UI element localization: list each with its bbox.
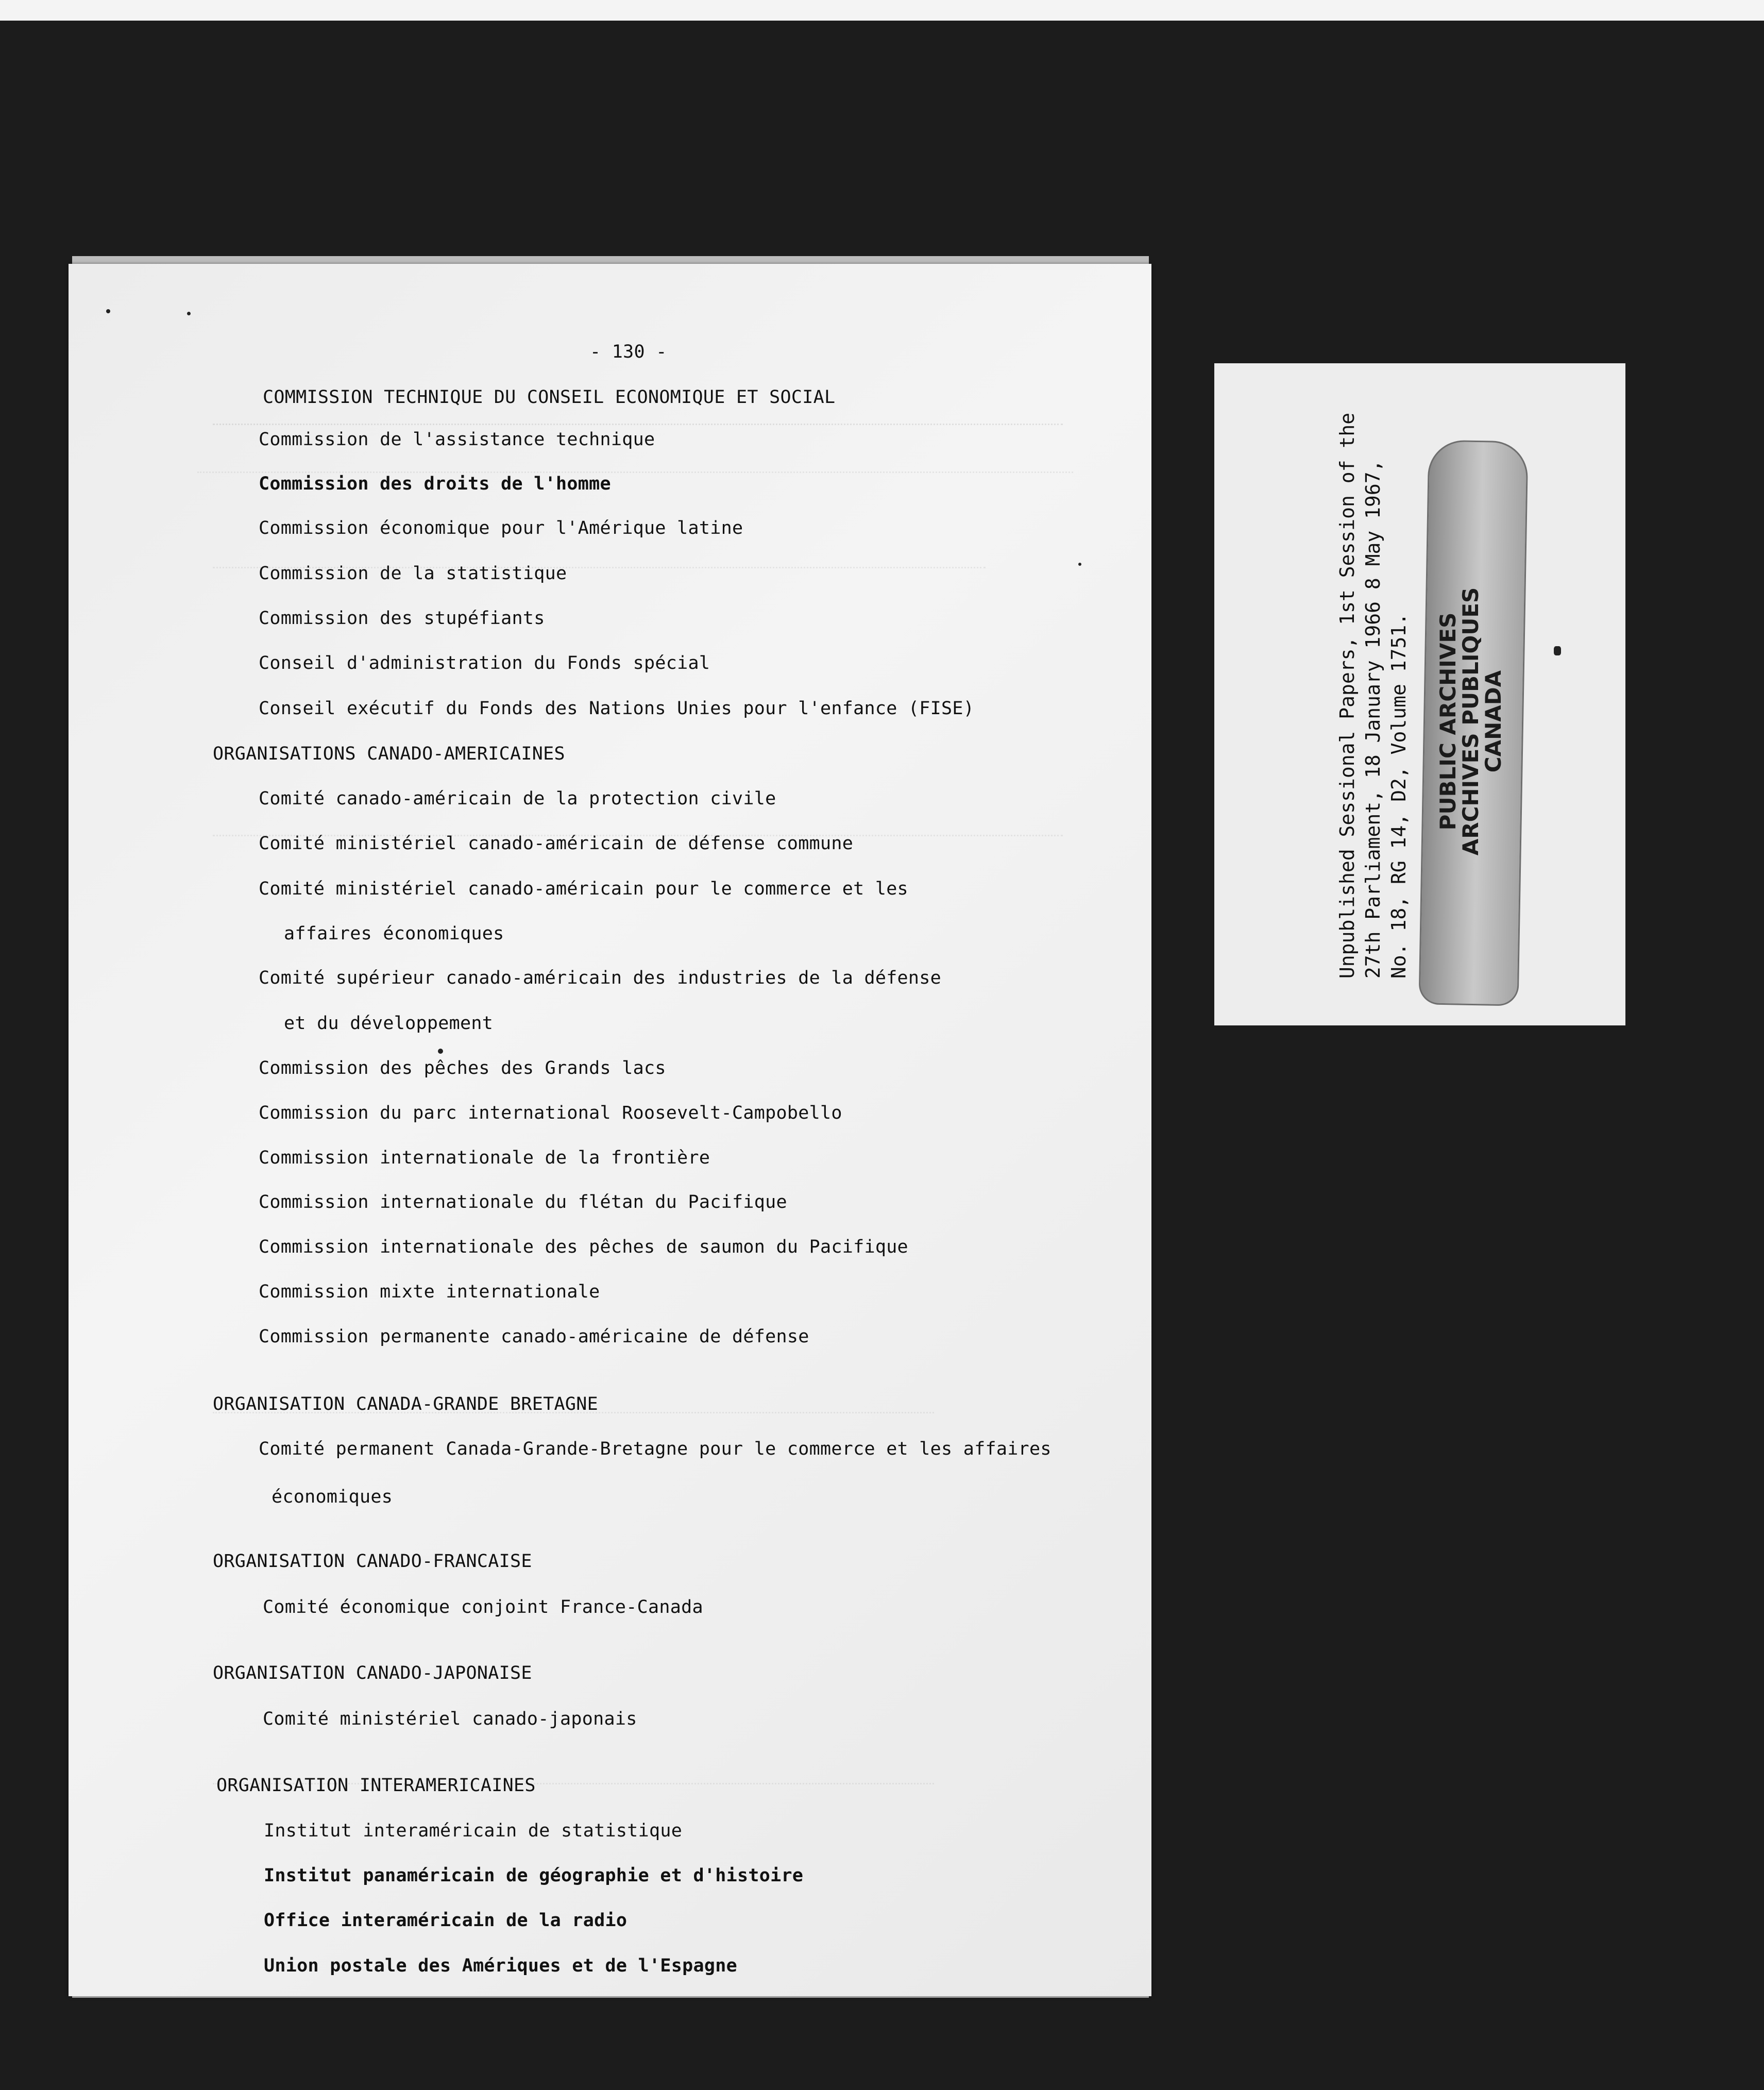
- list-item: Commission de l'assistance technique: [259, 429, 655, 450]
- list-item: Commission internationale des pêches de saumon du Pacifique: [259, 1237, 908, 1257]
- list-item: Commission mixte internationale: [259, 1282, 600, 1302]
- speck: [438, 1049, 443, 1054]
- list-item-continuation: économiques: [272, 1487, 393, 1507]
- list-item: Commission économique pour l'Amérique latine: [259, 518, 743, 538]
- archive-caption: [1334, 413, 1412, 979]
- speck: [1078, 563, 1081, 566]
- list-item: Comité ministériel canado-japonais: [263, 1709, 637, 1729]
- caption-line: 27th Parliament, 18 January 1966 8 May 1967,: [1362, 460, 1384, 979]
- section-heading: ORGANISATION CANADA-GRANDE BRETAGNE: [213, 1394, 599, 1414]
- list-item: Comité économique conjoint France-Canada: [263, 1597, 703, 1617]
- page-number: - 130 -: [590, 342, 667, 362]
- list-item-continuation: affaires économiques: [284, 923, 504, 944]
- section-heading: ORGANISATION INTERAMERICAINES: [216, 1775, 536, 1796]
- stamp-line: ARCHIVES PUBLIQUES: [1458, 587, 1483, 856]
- caption-line: No. 18, RG 14, D2, Volume 1751.: [1387, 613, 1410, 979]
- list-item: Commission internationale de la frontière: [259, 1148, 710, 1168]
- section-heading: COMMISSION TECHNIQUE DU CONSEIL ECONOMIQUE ET SOCIAL: [263, 387, 836, 408]
- stamp-line: CANADA: [1481, 670, 1506, 773]
- caption-line: Unpublished Sessional Papers, 1st Session of the: [1336, 412, 1359, 979]
- list-item: Commission des pêches des Grands lacs: [259, 1058, 666, 1078]
- list-item: Comité canado-américain de la protection civile: [259, 788, 776, 809]
- scanner-top-strip: [0, 0, 1764, 21]
- list-item: Comité ministériel canado-américain de défense commune: [259, 833, 854, 854]
- list-item: Conseil d'administration du Fonds spécial: [259, 653, 710, 673]
- list-item: Comité ministériel canado-américain pour le commerce et les: [259, 879, 908, 899]
- list-item: Commission de la statistique: [259, 563, 567, 584]
- list-item: Comité supérieur canado-américain des industries de la défense: [259, 968, 942, 988]
- list-item: Commission des droits de l'homme: [259, 474, 611, 494]
- list-item: Institut panaméricain de géographie et d'histoire: [264, 1865, 804, 1886]
- speck: [1554, 646, 1561, 655]
- speck: [187, 312, 191, 315]
- list-item: Conseil exécutif du Fonds des Nations Unies pour l'enfance (FISE): [259, 698, 975, 719]
- section-heading: ORGANISATION CANADO-FRANCAISE: [213, 1551, 532, 1572]
- section-heading: ORGANISATIONS CANADO-AMERICAINES: [213, 744, 565, 764]
- list-item: Union postale des Amériques et de l'Espagne: [264, 1956, 737, 1976]
- stamp-line: PUBLIC ARCHIVES: [1435, 612, 1461, 831]
- list-item: Comité permanent Canada-Grande-Bretagne pour le commerce et les affaires: [259, 1439, 1051, 1459]
- list-item: Institut interaméricain de statistique: [264, 1821, 683, 1841]
- archive-stamp-text: [1437, 587, 1505, 856]
- list-item: Commission des stupéfiants: [259, 608, 545, 629]
- speck: [106, 309, 110, 313]
- list-item: Commission permanente canado-américaine de défense: [259, 1326, 809, 1347]
- list-item: Commission internationale du flétan du Pacifique: [259, 1192, 787, 1212]
- list-item: Commission du parc international Roosevelt-Campobello: [259, 1103, 842, 1123]
- list-item-continuation: et du développement: [284, 1013, 494, 1034]
- section-heading: ORGANISATION CANADO-JAPONAISE: [213, 1663, 532, 1683]
- list-item: Office interaméricain de la radio: [264, 1910, 627, 1931]
